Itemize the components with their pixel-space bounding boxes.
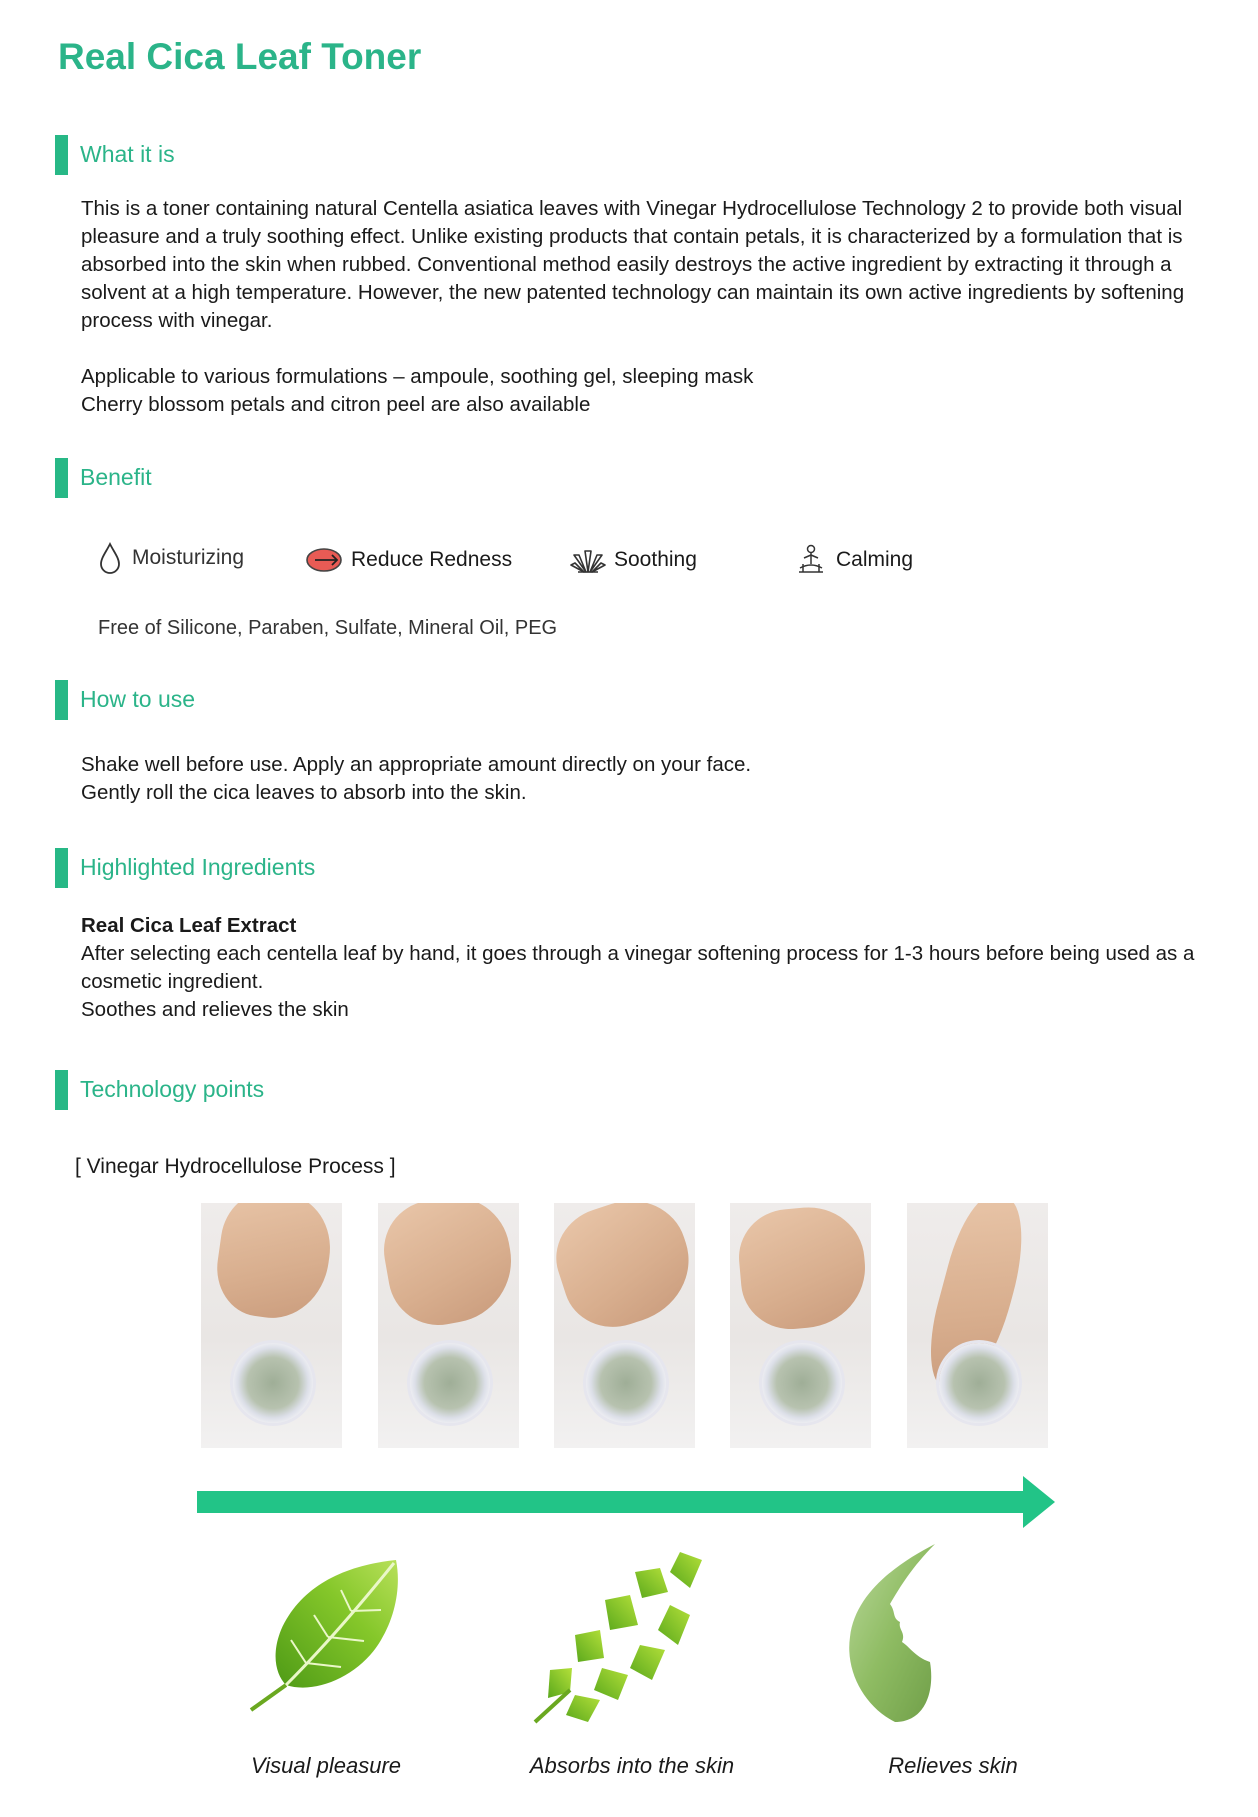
process-photo-3 xyxy=(554,1203,695,1448)
aloe-plant-icon xyxy=(570,545,606,575)
step-caption-absorbs: Absorbs into the skin xyxy=(529,1753,735,1778)
broken-leaf-icon xyxy=(530,1550,705,1725)
heading-accent-bar xyxy=(55,848,68,888)
benefit-calming xyxy=(796,542,913,578)
process-arrow xyxy=(197,1474,1057,1530)
process-subtitle: [ Vinegar Hydrocellulose Process ] xyxy=(75,1155,396,1178)
benefit-label: Soothing xyxy=(614,548,697,571)
whole-leaf-icon xyxy=(246,1555,406,1715)
benefit-label: Reduce Redness xyxy=(351,548,513,571)
process-photo-5 xyxy=(907,1203,1048,1448)
heading-label: Technology points xyxy=(80,1076,265,1102)
heading-label: Benefit xyxy=(80,464,152,490)
benefit-soothing xyxy=(570,542,697,578)
process-photo-2 xyxy=(378,1203,519,1448)
benefit-moisturizing xyxy=(98,540,244,576)
benefit-label: Moisturizing xyxy=(132,546,245,569)
heading-label: Highlighted Ingredients xyxy=(80,854,316,880)
heading-label: How to use xyxy=(80,686,196,712)
heading-accent-bar xyxy=(55,458,68,498)
formulations-line: Applicable to various formulations – ampoule, soothing gel, sleeping mask xyxy=(81,365,754,388)
ingredient-name: Real Cica Leaf Extract xyxy=(81,914,297,937)
usage-line: Gently roll the cica leaves to absorb into the skin. xyxy=(81,781,527,804)
face-profile-leaf-icon xyxy=(840,1542,970,1727)
step-caption-relieves: Relieves skin xyxy=(888,1753,1018,1778)
benefit-label: Calming xyxy=(836,548,914,571)
heading-accent-bar xyxy=(55,1070,68,1110)
meditation-person-icon xyxy=(796,544,826,576)
free-of-statement: Free of Silicone, Paraben, Sulfate, Mineral Oil, PEG xyxy=(98,617,558,639)
step-caption-visual-pleasure: Visual pleasure xyxy=(250,1753,402,1778)
heading-label: What it is xyxy=(80,141,175,167)
ingredient-effect: Soothes and relieves the skin xyxy=(81,998,349,1021)
ingredient-description: After selecting each centella leaf by hand, it goes through a vinegar softening process for 1-3 hours before being used as a cosmetic ingredient. xyxy=(81,942,1195,993)
water-drop-icon xyxy=(98,542,122,574)
benefit-reduce-redness xyxy=(305,542,512,578)
red-skin-arrow-icon xyxy=(305,545,345,575)
usage-line: Shake well before use. Apply an appropriate amount directly on your face. xyxy=(81,753,752,776)
what-it-is-text xyxy=(81,195,1241,419)
process-photo-4 xyxy=(730,1203,871,1448)
how-to-use-text xyxy=(81,751,1241,807)
heading-accent-bar xyxy=(55,135,68,175)
ingredients-text xyxy=(81,912,1211,1024)
heading-accent-bar xyxy=(55,680,68,720)
description-paragraph: This is a toner containing natural Centella asiatica leaves with Vinegar Hydrocellulose Technology 2 to provide both visual pleasure and a truly soothing effect. Unlike existing products that contain petals, it is characterized by a formulation that is absorbed into the skin when rubbed. Conventional method easily destroys the active ingredient by extracting it through a solvent at a high temperature. However, the new patented technology can maintain its own active ingredients by softening process with vinegar. xyxy=(81,197,1185,332)
process-photo-1 xyxy=(201,1203,342,1448)
availability-line: Cherry blossom petals and citron peel are also available xyxy=(81,393,591,416)
page-title: Real Cica Leaf Toner xyxy=(58,36,422,77)
